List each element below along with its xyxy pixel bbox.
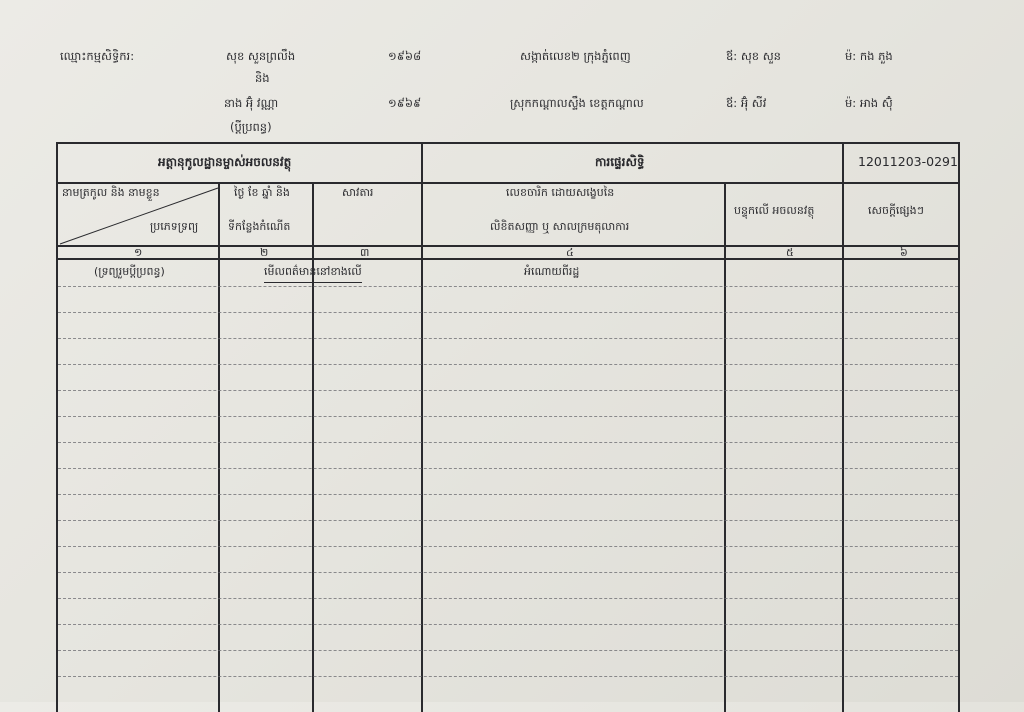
col4-header-line2: លិខិតសញ្ញា ឬ សាលក្រមតុលាការ (490, 220, 630, 233)
owner1-address: សង្កាត់លេខ២ ក្រុងភ្នំពេញ (520, 49, 631, 63)
col2-header-line1: ថ្ងៃ ខែ ឆ្នាំ និង (234, 186, 290, 199)
col6-header: សេចក្ដីផ្សេងៗ (868, 204, 924, 217)
col2-header-line2: ទីកន្លែងកំណើត (228, 220, 291, 233)
col1-header-bottom: ប្រភេទទ្រព្យ (150, 220, 199, 233)
section-owner-title: អត្តានុកូលដ្ឋានម្ចាស់អចលនវត្ថុ (158, 155, 292, 169)
owner2-mother: ម៉: អាង ស៊ុំ (845, 96, 893, 110)
col3-header: សាវតារ (342, 186, 374, 199)
owner2-year: ១៩៦៩ (388, 96, 422, 110)
owner1-year: ១៩៦៨ (388, 49, 422, 63)
owner2-father: ឪ: អ៊ុំ សីវ (726, 96, 767, 110)
row1-property-type: (ទ្រព្យរួមប្ដីប្រពន្ធ) (94, 265, 165, 278)
col-number-3: ៣ (360, 246, 370, 259)
owner1-mother: ម៉: កង ភួង (845, 49, 893, 63)
col-number-6: ៦ (900, 246, 908, 259)
row1-see-above-note: មើលពត៌មាននៅខាងលើ (264, 265, 362, 283)
owner1-father: ឪ: សុខ សួន (726, 49, 781, 63)
owner2-name: នាង អ៊ុំ វណ្ណា (224, 96, 279, 110)
record-number: 12011203-0291 (858, 154, 958, 169)
col-divider-1 (218, 182, 220, 712)
section-divider (421, 144, 423, 712)
conjunction: និង (255, 71, 270, 85)
owner2-address: ស្រុកកណ្ដាលស្ទឹង ខេត្តកណ្ដាល (510, 96, 644, 110)
section-transfer-title: ការផ្ទេរសិទ្ធិ (595, 155, 645, 169)
owner1-name: សុខ សួនព្រលឹង (226, 49, 296, 63)
owner-label: ឈ្មោះកម្មសិទ្ធិករ: (60, 49, 135, 63)
col-number-1: ១ (134, 246, 143, 259)
col-number-4: ៤ (566, 246, 574, 259)
col1-header-top: នាមត្រកូល និង នាមខ្លួន (62, 186, 160, 199)
col4-header-line1: លេខចារិក ដោយសង្ខេបនៃ (506, 186, 615, 199)
column-number-divider (58, 258, 958, 260)
col-divider-5 (842, 144, 844, 712)
col-divider-4 (724, 182, 726, 712)
relation-note: (ប្ដីប្រពន្ធ) (230, 120, 272, 134)
owner-info (0, 0, 1024, 140)
col-divider-2 (312, 182, 314, 712)
col-number-2: ២ (260, 246, 269, 259)
col-number-5: ៥ (786, 246, 794, 259)
col5-header: បន្ទុកលើ អចលនវត្ថុ (734, 204, 815, 217)
ownership-ledger-table (56, 142, 960, 712)
row1-transfer-type: អំណោយពីរដ្ឋ (524, 265, 580, 278)
